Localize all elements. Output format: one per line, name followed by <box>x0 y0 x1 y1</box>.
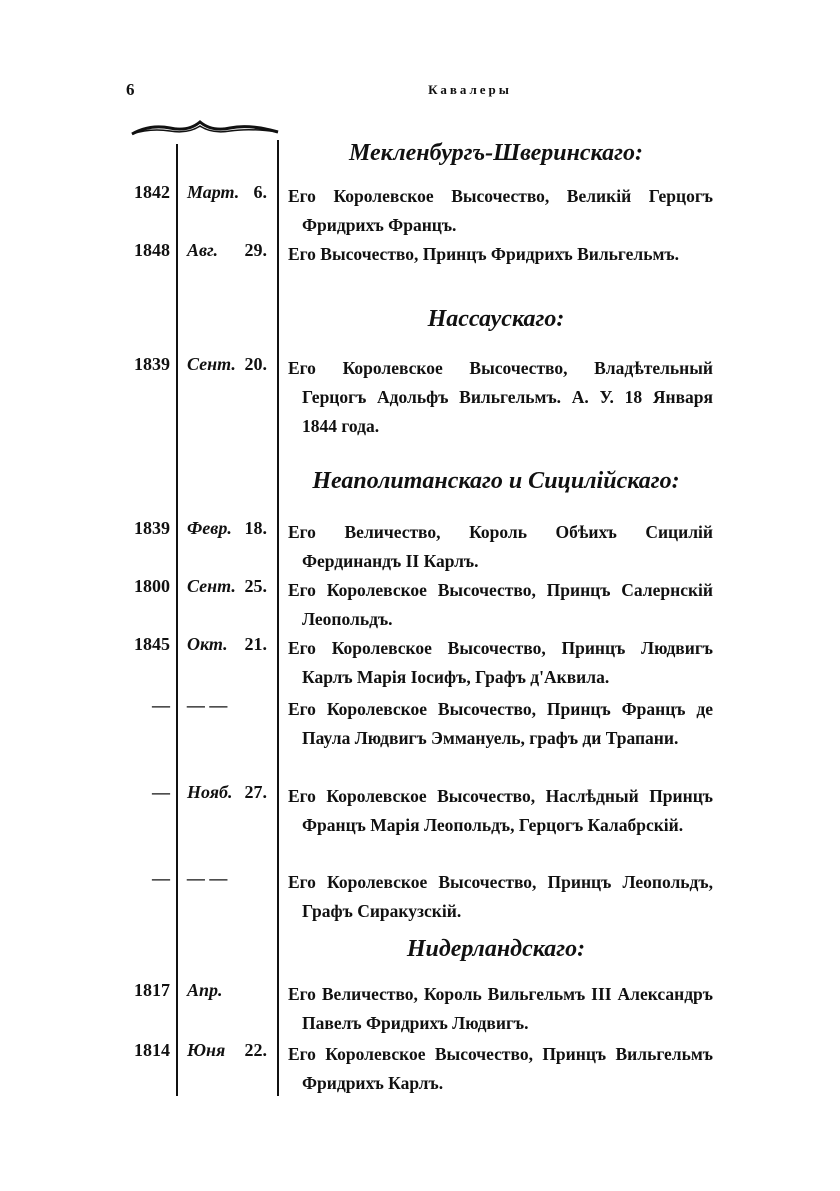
column-rule-right <box>277 140 279 1096</box>
entry-month: Сент. <box>187 576 236 596</box>
entry-text-content: Его Королевское Высочество, Принцъ Вильгельмъ Фридрихъ Карлъ. <box>288 1044 713 1093</box>
entry-text <box>288 182 713 240</box>
entry-text <box>288 695 713 753</box>
entry-text-content: Его Королевское Высочество, Наслѣдный Принцъ Францъ Марія Леопольдъ, Герцогъ Калабрскій. <box>288 786 713 835</box>
entry-year: 1842 <box>134 182 170 202</box>
entry-date <box>187 695 267 716</box>
entry-year: 1839 <box>134 518 170 538</box>
entry-date <box>187 1040 267 1061</box>
entry-month: Февр. <box>187 518 232 538</box>
entry-day: 22. <box>244 1040 267 1060</box>
entry-text <box>288 1040 713 1098</box>
entry-text <box>288 782 713 840</box>
entry-year: 1845 <box>134 634 170 654</box>
entry-text-content: Его Королевское Высочество, Владѣтельный Герцогъ Адольфъ Вильгельмъ. А. У. 18 Января 1844 года. <box>288 358 713 436</box>
section-heading: Нассаускаго: <box>427 306 565 332</box>
entry-year: — <box>152 868 170 888</box>
entry-date <box>187 980 267 1001</box>
entry-text-content: Его Королевское Высочество, Великій Герцогъ Фридрихъ Францъ. <box>288 186 713 235</box>
entry-month: — — <box>187 695 228 715</box>
entry-year: — <box>152 782 170 802</box>
section-heading: Мекленбургъ-Шверинскаго: <box>349 140 643 166</box>
entry-text-content: Его Королевское Высочество, Принцъ Людвигъ Карлъ Марія Іосифъ, Графъ д'Аквила. <box>288 638 713 687</box>
entry-month: Март. <box>187 182 240 202</box>
entry-date <box>187 518 267 539</box>
entry-text-content: Его Величество, Король Обѣихъ Сицилій Фердинандъ II Карлъ. <box>288 522 713 571</box>
entry-date <box>187 354 267 375</box>
entry-month: — — <box>187 868 228 888</box>
entry-text <box>288 634 713 692</box>
entry-date <box>187 634 267 655</box>
ornament-flourish <box>130 118 280 148</box>
entry-year: — <box>152 695 170 715</box>
column-rule-left <box>176 144 178 1096</box>
entry-text <box>288 354 713 441</box>
entry-text <box>288 518 713 576</box>
entry-month: Окт. <box>187 634 228 654</box>
entry-date <box>187 240 267 261</box>
entry-date <box>187 868 267 889</box>
entry-month: Апр. <box>187 980 223 1000</box>
entry-date <box>187 182 267 203</box>
entry-text-content: Его Высочество, Принцъ Фридрихъ Вильгельмъ. <box>288 244 679 264</box>
entry-text <box>288 980 713 1038</box>
page-number: 6 <box>126 80 135 99</box>
entry-text <box>288 240 713 269</box>
entry-day: 18. <box>244 518 267 538</box>
entry-date <box>187 576 267 597</box>
entry-month: Авг. <box>187 240 218 260</box>
entry-day: 20. <box>244 354 267 374</box>
entry-day: 29. <box>244 240 267 260</box>
entry-month: Сент. <box>187 354 236 374</box>
entry-year: 1848 <box>134 240 170 260</box>
entry-date <box>187 782 267 803</box>
section-heading: Нидерландскаго: <box>406 936 586 962</box>
entry-year: 1817 <box>134 980 170 1000</box>
entry-year: 1839 <box>134 354 170 374</box>
entry-text <box>288 868 713 926</box>
entry-day: 21. <box>244 634 267 654</box>
running-head: Кавалеры <box>428 82 512 97</box>
section-heading: Неаполитанскаго и Сицилійскаго: <box>312 468 680 494</box>
entry-day: 27. <box>244 782 267 802</box>
entry-month: Юня <box>187 1040 226 1060</box>
entry-text-content: Его Королевское Высочество, Принцъ Леопольдъ, Графъ Сиракузскій. <box>288 872 713 921</box>
entry-text-content: Его Королевское Высочество, Принцъ Салернскій Леопольдъ. <box>288 580 713 629</box>
entry-day: 25. <box>244 576 267 596</box>
entry-year: 1800 <box>134 576 170 596</box>
entry-text-content: Его Величество, Король Вильгельмъ III Александръ Павелъ Фридрихъ Людвигъ. <box>288 984 713 1033</box>
entry-year: 1814 <box>134 1040 170 1060</box>
entry-text <box>288 576 713 634</box>
entry-month: Нояб. <box>187 782 233 802</box>
entry-day: 6. <box>253 182 267 202</box>
entry-text-content: Его Королевское Высочество, Принцъ Францъ де Паула Людвигъ Эммануель, графъ ди Трапани. <box>288 699 713 748</box>
